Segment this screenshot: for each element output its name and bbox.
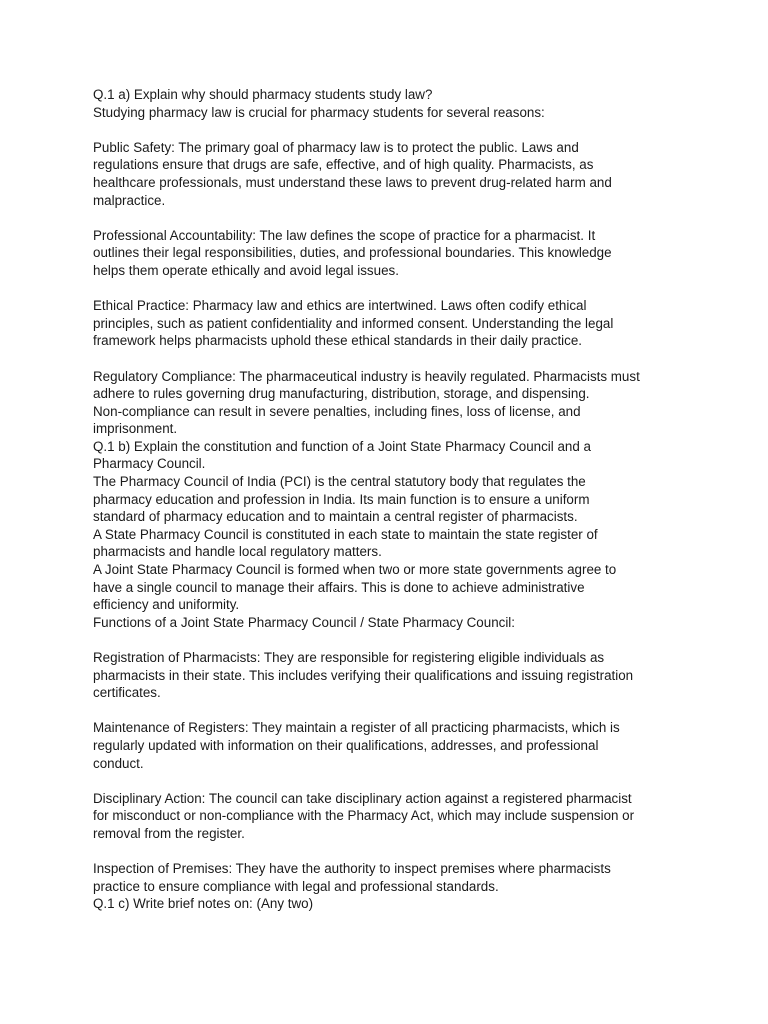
paragraph: Q.1 b) Explain the constitution and function of a Joint State Pharmacy Council and a Pharmacy Council. — [93, 438, 591, 472]
paragraph: Public Safety: The primary goal of pharmacy law is to protect the public. Laws and regulations ensure that drugs are safe, effective, and of high quality. Pharmacists, as healthcare professionals, must understand these laws to prevent drug-related harm and malpractice. — [93, 139, 612, 208]
paragraph: Professional Accountability: The law defines the scope of practice for a pharmacist. It outlines their legal responsibilities, duties, and professional boundaries. This knowledge helps them operate ethically and avoid legal issues. — [93, 227, 612, 278]
paragraph-spacer — [93, 209, 683, 227]
paragraph: The Pharmacy Council of India (PCI) is the central statutory body that regulates the pharmacy education and profession in India. Its main function is to ensure a uniform standard of pharmacy education and to maintain a central register of pharmacists. — [93, 474, 590, 525]
paragraph: Maintenance of Registers: They maintain a register of all practicing pharmacists, which is regularly updated with information on their qualifications, addresses, and professional conduct. — [93, 720, 620, 771]
paragraph: Inspection of Premises: They have the authority to inspect premises where pharmacists practice to ensure compliance with legal and professional standards. — [93, 861, 611, 894]
paragraph: A State Pharmacy Council is constituted in each state to maintain the state register of pharmacists and handle local regulatory matters. — [93, 526, 598, 560]
paragraph-spacer — [93, 843, 683, 861]
paragraph-spacer — [93, 280, 683, 298]
paragraph-spacer — [93, 702, 683, 720]
paragraph: Studying pharmacy law is crucial for pharmacy students for several reasons: — [93, 104, 545, 120]
paragraph: A Joint State Pharmacy Council is formed when two or more state governments agree to have a single council to manage their affairs. This is done to achieve administrative efficiency and uniformity. — [93, 562, 617, 613]
document-body — [93, 86, 683, 913]
paragraph: Regulatory Compliance: The pharmaceutical industry is heavily regulated. Pharmacists must adhere to rules governing drug manufacturing, distribution, storage, and dispensing. Non-compliance can result in severe penalties, including fines, loss of license, and imprisonment. — [93, 368, 640, 437]
paragraph: Ethical Practice: Pharmacy law and ethics are intertwined. Laws often codify ethical principles, such as patient confidentiality and informed consent. Understanding the legal framework helps pharmacists uphold these ethical standards in their daily practice. — [93, 298, 614, 349]
paragraph-spacer — [93, 350, 683, 368]
paragraph-spacer — [93, 631, 683, 649]
paragraph: Disciplinary Action: The council can take disciplinary action against a registered pharmacist for misconduct or non-compliance with the Pharmacy Act, which may include suspension or removal from the register. — [93, 790, 635, 841]
paragraph: Registration of Pharmacists: They are responsible for registering eligible individuals as pharmacists in their state. This includes verifying their qualifications and issuing registration certificates. — [93, 650, 634, 701]
paragraph: Q.1 c) Write brief notes on: (Any two) — [93, 896, 314, 912]
paragraph-spacer — [93, 772, 683, 790]
paragraph: Functions of a Joint State Pharmacy Council / State Pharmacy Council: — [93, 614, 516, 630]
paragraph-spacer — [93, 121, 683, 139]
paragraph: Q.1 a) Explain why should pharmacy students study law? — [93, 87, 433, 102]
